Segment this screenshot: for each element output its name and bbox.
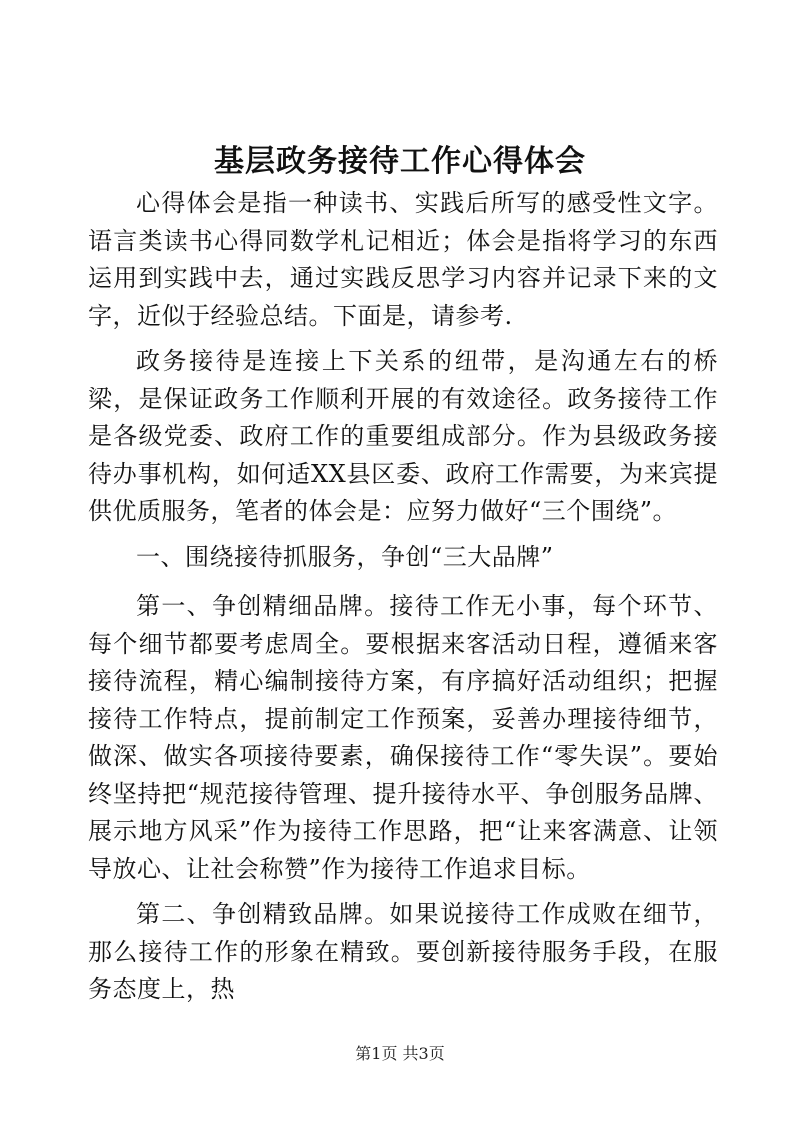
document-title: 基层政务接待工作心得体会 (214, 144, 586, 179)
paragraph-first-brand: 第一、争创精细品牌。接待工作无小事，每个环节、每个细节都要考虑周全。要根据来客活动日程，遵循来客接待流程，精心编制接待方案，有序搞好活动组织；把握接待工作特点，提前制定工作预案，妥善办理接待细节，做深、做实各项接待要素，确保接待工作“零失误”。要始终坚持把“规范接待管理、提升接待水平、争创服务品牌、展示地方风采”作为接待工作思路，把“让来客满意、让领导放心、让社会称赞”作为接待工作追求目标。 (88, 592, 718, 883)
page-number-footer: 第1页 共3页 (355, 1044, 445, 1063)
paragraph-overview: 政务接待是连接上下关系的纽带，是沟通左右的桥梁，是保证政务工作顺利开展的有效途径。政务接待工作是各级党委、政府工作的重要组成部分。作为县级政务接待办事机构，如何适XX县区委、政府工作需要，为来宾提供优质服务，笔者的体会是：应努力做好“三个围绕”。 (88, 347, 718, 525)
document-body (88, 185, 718, 1017)
paragraph-second-brand: 第二、争创精致品牌。如果说接待工作成败在细节，那么接待工作的形象在精致。要创新接待服务手段，在服务态度上，热 (88, 900, 718, 1003)
section-heading: 一、围绕接待抓服务，争创“三大品牌” (136, 542, 554, 571)
paragraph-intro: 心得体会是指一种读书、实践后所写的感受性文字。语言类读书心得同数学札记相近；体会是指将学习的东西运用到实践中去，通过实践反思学习内容并记录下来的文字，近似于经验总结。下面是，请参考. (88, 189, 718, 330)
